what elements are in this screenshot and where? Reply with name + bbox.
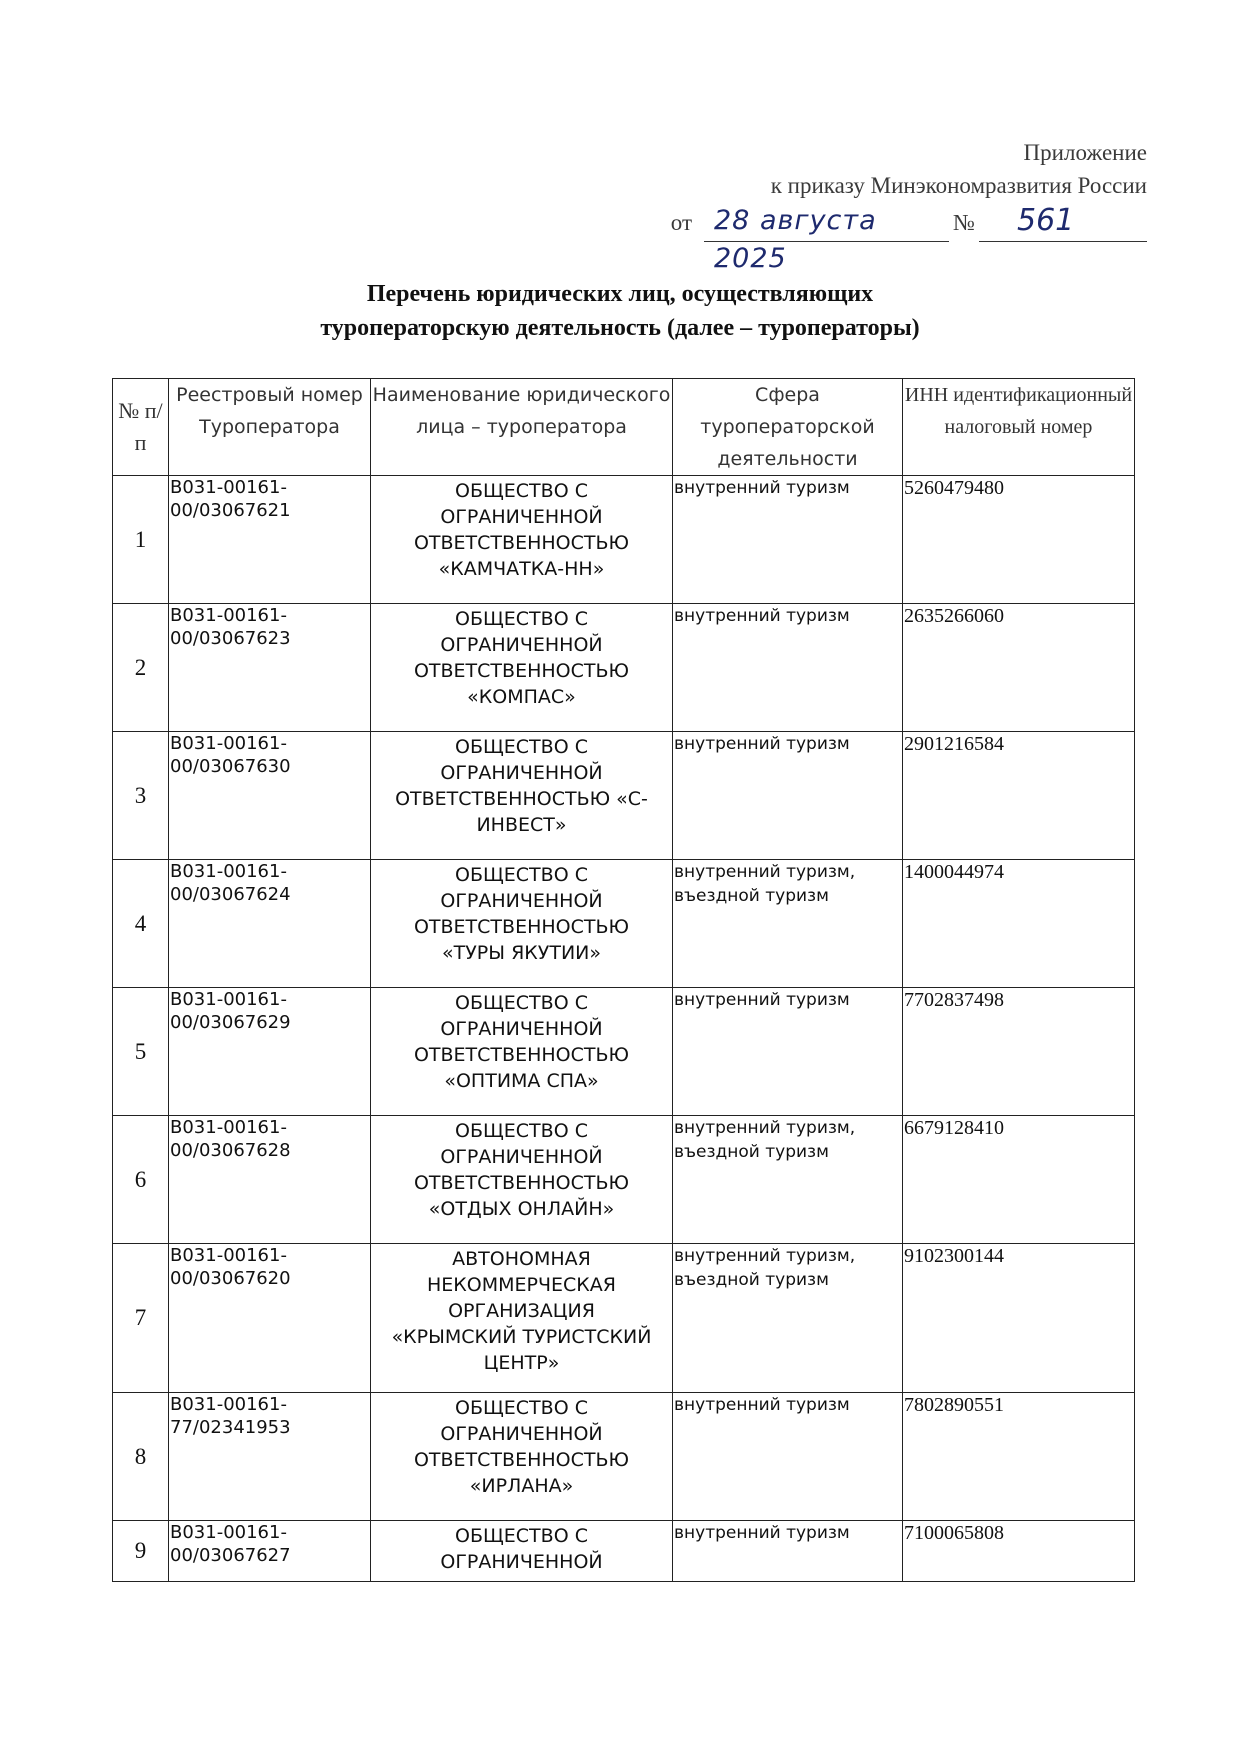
table-row (113, 1116, 1135, 1244)
operator-name-line: ОТВЕТСТВЕННОСТЬЮ (413, 916, 630, 938)
operators-table (112, 378, 1135, 1582)
registry-number-line: B031-00161- (170, 861, 287, 882)
row-number: 7 (113, 1244, 169, 1393)
table-row (113, 1393, 1135, 1521)
inn-number: 5260479480 (903, 476, 1135, 604)
order-date-line (547, 202, 1147, 274)
table-row (113, 732, 1135, 860)
annex-title: Приложение (1023, 140, 1147, 165)
operator-name-line: ОРГАНИЗАЦИЯ (448, 1300, 595, 1322)
operator-name-line: ОГРАНИЧЕННОЙ (440, 1551, 603, 1573)
date-prefix: от (670, 210, 692, 235)
registry-number-line: B031-00161- (170, 1245, 287, 1266)
operator-name-line: ОБЩЕСТВО С (455, 864, 588, 886)
registry-number-line: 00/03067628 (170, 1140, 291, 1161)
registry-number (169, 1521, 371, 1582)
operator-name-line: ОГРАНИЧЕННОЙ (440, 762, 603, 784)
row-number: 8 (113, 1393, 169, 1521)
registry-number-line: B031-00161- (170, 605, 287, 626)
annex-order: к приказу Минэкономразвития России (770, 173, 1147, 198)
operator-name-line: АВТОНОМНАЯ (452, 1248, 591, 1270)
col-header-inn: ИНН идентификационный налоговый номер (903, 379, 1135, 476)
operator-name-line: ОТВЕТСТВЕННОСТЬЮ (413, 1172, 630, 1194)
registry-number (169, 604, 371, 732)
activity-sphere: внутренний туризм (673, 988, 903, 1116)
annex-block (547, 136, 1147, 274)
inn-number: 1400044974 (903, 860, 1135, 988)
table-row (113, 1521, 1135, 1582)
operator-name-line: «КАМЧАТКА-НН» (438, 558, 605, 580)
operator-name-line: ОГРАНИЧЕННОЙ (440, 1146, 603, 1168)
operator-name (371, 1393, 673, 1521)
col-header-sphere: Сфера туроператорской деятельности (673, 379, 903, 476)
table-body (113, 476, 1135, 1582)
inn-number: 9102300144 (903, 1244, 1135, 1393)
activity-sphere: внутренний туризм (673, 604, 903, 732)
table-row (113, 988, 1135, 1116)
col-header-number: № п/п (113, 379, 169, 476)
operator-name-line: ОБЩЕСТВО С (455, 1120, 588, 1142)
row-number: 5 (113, 988, 169, 1116)
operator-name-line: ИНВЕСТ» (476, 814, 567, 836)
operator-name-line: ОГРАНИЧЕННОЙ (440, 1423, 603, 1445)
operator-name-line: ОТВЕТСТВЕННОСТЬЮ (413, 1449, 630, 1471)
activity-sphere: внутренний туризм (673, 1521, 903, 1582)
table-row (113, 604, 1135, 732)
inn-number: 2635266060 (903, 604, 1135, 732)
activity-sphere: внутренний туризм (673, 1393, 903, 1521)
operator-name-line: ОТВЕТСТВЕННОСТЬЮ (413, 660, 630, 682)
operator-name-line: ОБЩЕСТВО С (455, 1397, 588, 1419)
operator-name-line: «КРЫМСКИЙ ТУРИСТСКИЙ (391, 1326, 652, 1348)
activity-sphere: внутренний туризм, въездной туризм (673, 860, 903, 988)
operator-name-line: «ОПТИМА СПА» (444, 1070, 599, 1092)
activity-sphere: внутренний туризм, въездной туризм (673, 1244, 903, 1393)
table-row (113, 1244, 1135, 1393)
operator-name-line: «КОМПАС» (467, 686, 576, 708)
registry-number-line: B031-00161- (170, 477, 287, 498)
operator-name-line: ОГРАНИЧЕННОЙ (440, 1018, 603, 1040)
activity-sphere: внутренний туризм, въездной туризм (673, 1116, 903, 1244)
inn-number: 7702837498 (903, 988, 1135, 1116)
operator-name (371, 988, 673, 1116)
number-prefix: № (953, 210, 975, 235)
registry-number-line: B031-00161- (170, 989, 287, 1010)
row-number: 6 (113, 1116, 169, 1244)
registry-number (169, 476, 371, 604)
operator-name-line: «ТУРЫ ЯКУТИИ» (442, 942, 601, 964)
registry-number-line: B031-00161- (170, 1394, 287, 1415)
row-number: 9 (113, 1521, 169, 1582)
row-number: 4 (113, 860, 169, 988)
operator-name-line: «ИРЛАНА» (469, 1475, 574, 1497)
registry-number (169, 860, 371, 988)
operator-name-line: ОТВЕТСТВЕННОСТЬЮ «С- (395, 788, 648, 810)
inn-number: 6679128410 (903, 1116, 1135, 1244)
registry-number-line: B031-00161- (170, 1522, 287, 1543)
operator-name-line: ЦЕНТР» (483, 1352, 560, 1374)
registry-number-line: 77/02341953 (170, 1417, 291, 1438)
row-number: 2 (113, 604, 169, 732)
registry-number-line: B031-00161- (170, 733, 287, 754)
title-line-1: Перечень юридических лиц, осуществляющих (366, 281, 874, 307)
registry-number-line: 00/03067630 (170, 756, 291, 777)
registry-number (169, 732, 371, 860)
operator-name-line: ОБЩЕСТВО С (455, 736, 588, 758)
activity-sphere: внутренний туризм (673, 732, 903, 860)
registry-number-line: 00/03067624 (170, 884, 291, 905)
handwritten-date: 28 августа 2025 (704, 202, 949, 242)
operator-name-line: ОТВЕТСТВЕННОСТЬЮ (413, 532, 630, 554)
operator-name (371, 1244, 673, 1393)
operator-name (371, 1521, 673, 1582)
operator-name-line: ОТВЕТСТВЕННОСТЬЮ (413, 1044, 630, 1066)
operator-name-line: «ОТДЫХ ОНЛАЙН» (428, 1198, 615, 1220)
handwritten-number: 561 (979, 202, 1147, 242)
operator-name-line: ОБЩЕСТВО С (455, 1525, 588, 1547)
operator-name-line: ОГРАНИЧЕННОЙ (440, 890, 603, 912)
registry-number-line: 00/03067621 (170, 500, 291, 521)
document-title (0, 277, 1240, 345)
inn-number: 7802890551 (903, 1393, 1135, 1521)
operator-name-line: ОБЩЕСТВО С (455, 992, 588, 1014)
operator-name-line: ОГРАНИЧЕННОЙ (440, 506, 603, 528)
operator-name-line: ОБЩЕСТВО С (455, 480, 588, 502)
inn-number: 2901216584 (903, 732, 1135, 860)
registry-number (169, 1116, 371, 1244)
registry-number-line: B031-00161- (170, 1117, 287, 1138)
registry-number (169, 1244, 371, 1393)
row-number: 1 (113, 476, 169, 604)
registry-number-line: 00/03067623 (170, 628, 291, 649)
registry-number-line: 00/03067627 (170, 1545, 291, 1566)
operator-name-line: ОБЩЕСТВО С (455, 608, 588, 630)
operator-name (371, 476, 673, 604)
col-header-registry: Реестровый номер Туроператора (169, 379, 371, 476)
table-header-row (113, 379, 1135, 476)
operator-name (371, 604, 673, 732)
table-row (113, 860, 1135, 988)
inn-number: 7100065808 (903, 1521, 1135, 1582)
row-number: 3 (113, 732, 169, 860)
operator-name (371, 1116, 673, 1244)
registry-number-line: 00/03067629 (170, 1012, 291, 1033)
operator-name-line: НЕКОММЕРЧЕСКАЯ (427, 1274, 616, 1296)
title-line-2: туроператорскую деятельность (далее – туроператоры) (320, 315, 920, 341)
registry-number (169, 1393, 371, 1521)
registry-number-line: 00/03067620 (170, 1268, 291, 1289)
registry-number (169, 988, 371, 1116)
operator-name (371, 732, 673, 860)
activity-sphere: внутренний туризм (673, 476, 903, 604)
operator-name-line: ОГРАНИЧЕННОЙ (440, 634, 603, 656)
operator-name (371, 860, 673, 988)
col-header-name: Наименование юридического лица – туроператора (371, 379, 673, 476)
table-row (113, 476, 1135, 604)
